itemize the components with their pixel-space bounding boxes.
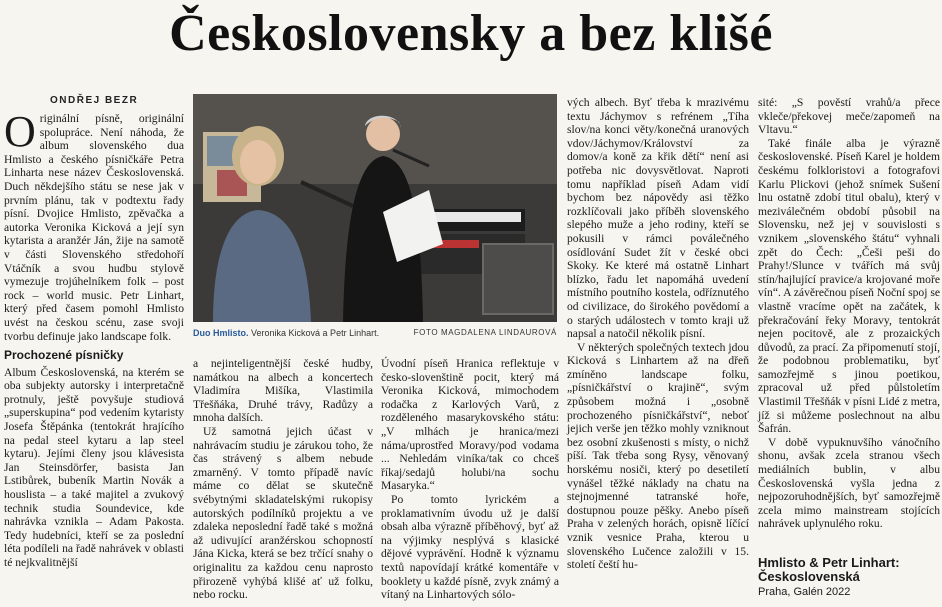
photo-credit: FOTO MAGDALENA LINDAUROVÁ [413, 328, 557, 337]
album-info [758, 556, 940, 598]
paragraph: Úvodní píseň Hranica reflektuje v česko-slovenštině pocit, který má Veronika Kicková, mimochodem rodačka z Karlových Varů, z rozděleného masarykovského státu: „V mlhách je hranica/mezi náma/uprostřed Moravy/pod vodama ... Nehledám viníka/tak co chceš říkaj/sedajů holubi/na sochu Masaryka.“ [381, 357, 559, 493]
intro-paragraph [4, 107, 184, 343]
paragraph: a nejinteligentnější české hudby, namátkou na albech a koncertech Vladimíra Mišíka, Vlastimila Třešňáka, Druhé trávy, Radůzy a mnoha dalších. [193, 357, 373, 425]
photo-illustration [193, 94, 557, 322]
column-4 [567, 96, 749, 605]
photo-caption [193, 328, 557, 342]
caption-text-group [193, 328, 379, 342]
paragraph: V některých společných textech jdou Kicková s Linhartem až na dřeň zmíněno landscape folku, „písničkářství o krajině“, svým způsobem možná i „osobně prochozeného písničkářství“, neboť jejich verše jen těžko mohly vzniknout bez osobní zkušenosti s místy, o nichž píší. Tak třeba song Rysy, věnovaný horskému nosiči, který po desetiletí vynášel těžké náklady na chatu na stejnojmenné tatranské hoře, dostupnou pouze pěšky. Anebo píseň Praha v zelených horách, opisně líčící vznik vesnice Praha, kterou u slovenského Lučence založili v 15. století čeští hu- [567, 340, 749, 572]
column-3 [381, 357, 559, 605]
photo [193, 94, 557, 322]
dropcap: O [4, 107, 36, 156]
album-publisher: Praha, Galén 2022 [758, 586, 851, 598]
headline: Československy a bez klišé [169, 5, 773, 62]
paragraph: vých albech. Byť třeba k mrazivému textu Jáchymov s refrénem „Tíha slov/na konci věty/konečná uranových vdov/Jáchymov/Království za domov/a koně za křik dětí“ není asi potřeba nic dovysvětlovat. Naproti tomu například píseň Adam vidí bychom bez nápovědy asi těžko rozklíčovali jako příběh slovenského slepého muže a jeho rodiny, kteří se pokusili v rámci poválečného osídlování Sudet žít v české obci Skoky. Ke které má ostatně Linhart blízko, řadu let napomáhá uvedení místního poutního kostela, odříznutého od civilizace, do širokého povědomí a o starých událostech v tomto kraji už napsal a natočil několik písní. [567, 96, 749, 341]
subhead: Prochozené písničky [4, 348, 124, 363]
paragraph: V době vypuknuvšího vánočního shonu, avšak zcela stranou všech mediálních bublin, v albu Československá vyšla jedna z nejpozoruhodnějších, byť samozřejmě zcela mimo mainstream stojících nahrávek uplynulého roku. [758, 435, 940, 531]
paragraph: Také finále alba je výrazně československé. Píseň Karel je holdem českému folkloristovi a fotografovi Karlu Plickovi (jehož snímek Sušení lnu ostatně zdobí titul obalu), který v meziválečném období působil na Slovensku, než jej v souvislosti s vznikem „slovenského štátu“ vyhnali zpět do Čech: „Češi peši do Prahy!/Slunce v tvářích má svůj stín/hajlující pravice/a krojované moře vín“. A závěrečnou píseň Noční spoj se vlastně vracíme opět na začátek, k překračování řeky Moravy, tentokrát nejen pocitově, ale z prozaických důvodů, za prací. Za připomenutí stojí, že podobnou problematiku, byť samozřejmě s jinou poetikou, zpracoval už před půlstoletím Vlastimil Třešňák v písni Lidé z metra, jíž si můžeme poslechnout na albu Šafrán. [758, 136, 940, 436]
album-title: Hmlisto & Petr Linhart: Československá [758, 555, 900, 584]
paragraph: Album Československá, na kterém se oba subjekty autorsky i interpretačně protnuly, ještě povyšuje studiová „superskupina“ pod vedením kytaristy Josefa Štěpánka (tentokrát hrajícího na pedal steel kytaru a lap steel kytaru). Jejími členy jsou klávesista Jan Steinsdörfer, basista Jan Lstibůrek, bubeník Martin Novák a houslista – a také majitel a zvukový technik studia Soundevice, kde nahrávka vznikla – Adam Pakosta. Tedy hudebníci, kteří se za poslední léta podíleli na řadě nahrávek v oblasti té nejkvalitnější [4, 365, 184, 569]
caption-text: Veronika Kicková a Petr Linhart. [251, 328, 380, 338]
caption-title: Duo Hmlisto. [193, 328, 249, 338]
intro-text: riginální písně, originální spolupráce. Není náhoda, že album slovenského dua Hmlisto a českého písničkáře Petra Linharta nese název Československá. Duch někdejšího státu se nese jak v prvním plánu, tak v podtextu řady písní. Dvojice Hmlisto, zpěvačka a autorka Veronika Kicková a její syn kytarista a aranžér Ján, žije na samotě v části Slovenského středohoří Vtáčník a svou hudbu stylově vymezuje trojúhelníkem folk – post rock – world music. Petr Linhart, který před časem pomohl Hmlisto uvést na českou scénu, zase svoji tvorbu definuje jako landscape folk. [4, 112, 184, 343]
column-5 [758, 96, 940, 531]
column-2 [193, 357, 373, 605]
paragraph: sité: „S pověstí vrahů/a přece vkleče/překovej meče/zapomeň na Vltavu.“ [758, 96, 940, 137]
paragraph: Po tomto lyrickém a proklamativním úvodu už je další obsah alba výrazně příběhový, byť až na výjimky nesplývá s klasické dějové vyprávění. Hodně k významu textů napovídají krátké komentáře v booklety u každé písně, zvyk známý a vítaný na Linhartových sólo- [381, 492, 559, 602]
paragraph: Už samotná jejich účast v nahrávacím studiu je zárukou toho, že čas strávený s albem nebude zmarněný. V tomto případě navíc máme co dělat se skutečně svébytnými skladatelskými rukopisy autorských podílníků projektu a ve zdaleka neposlední řadě také s možná až udivující aranžérskou schopností Jána Kicka, která se bez trčící snahy o originalitu za každou cenu naprosto přirozeně vyhýbá klišé ať už folku, nebo rocku. [193, 424, 373, 602]
column-1 [4, 107, 184, 604]
byline: ONDŘEJ BEZR [50, 95, 139, 106]
